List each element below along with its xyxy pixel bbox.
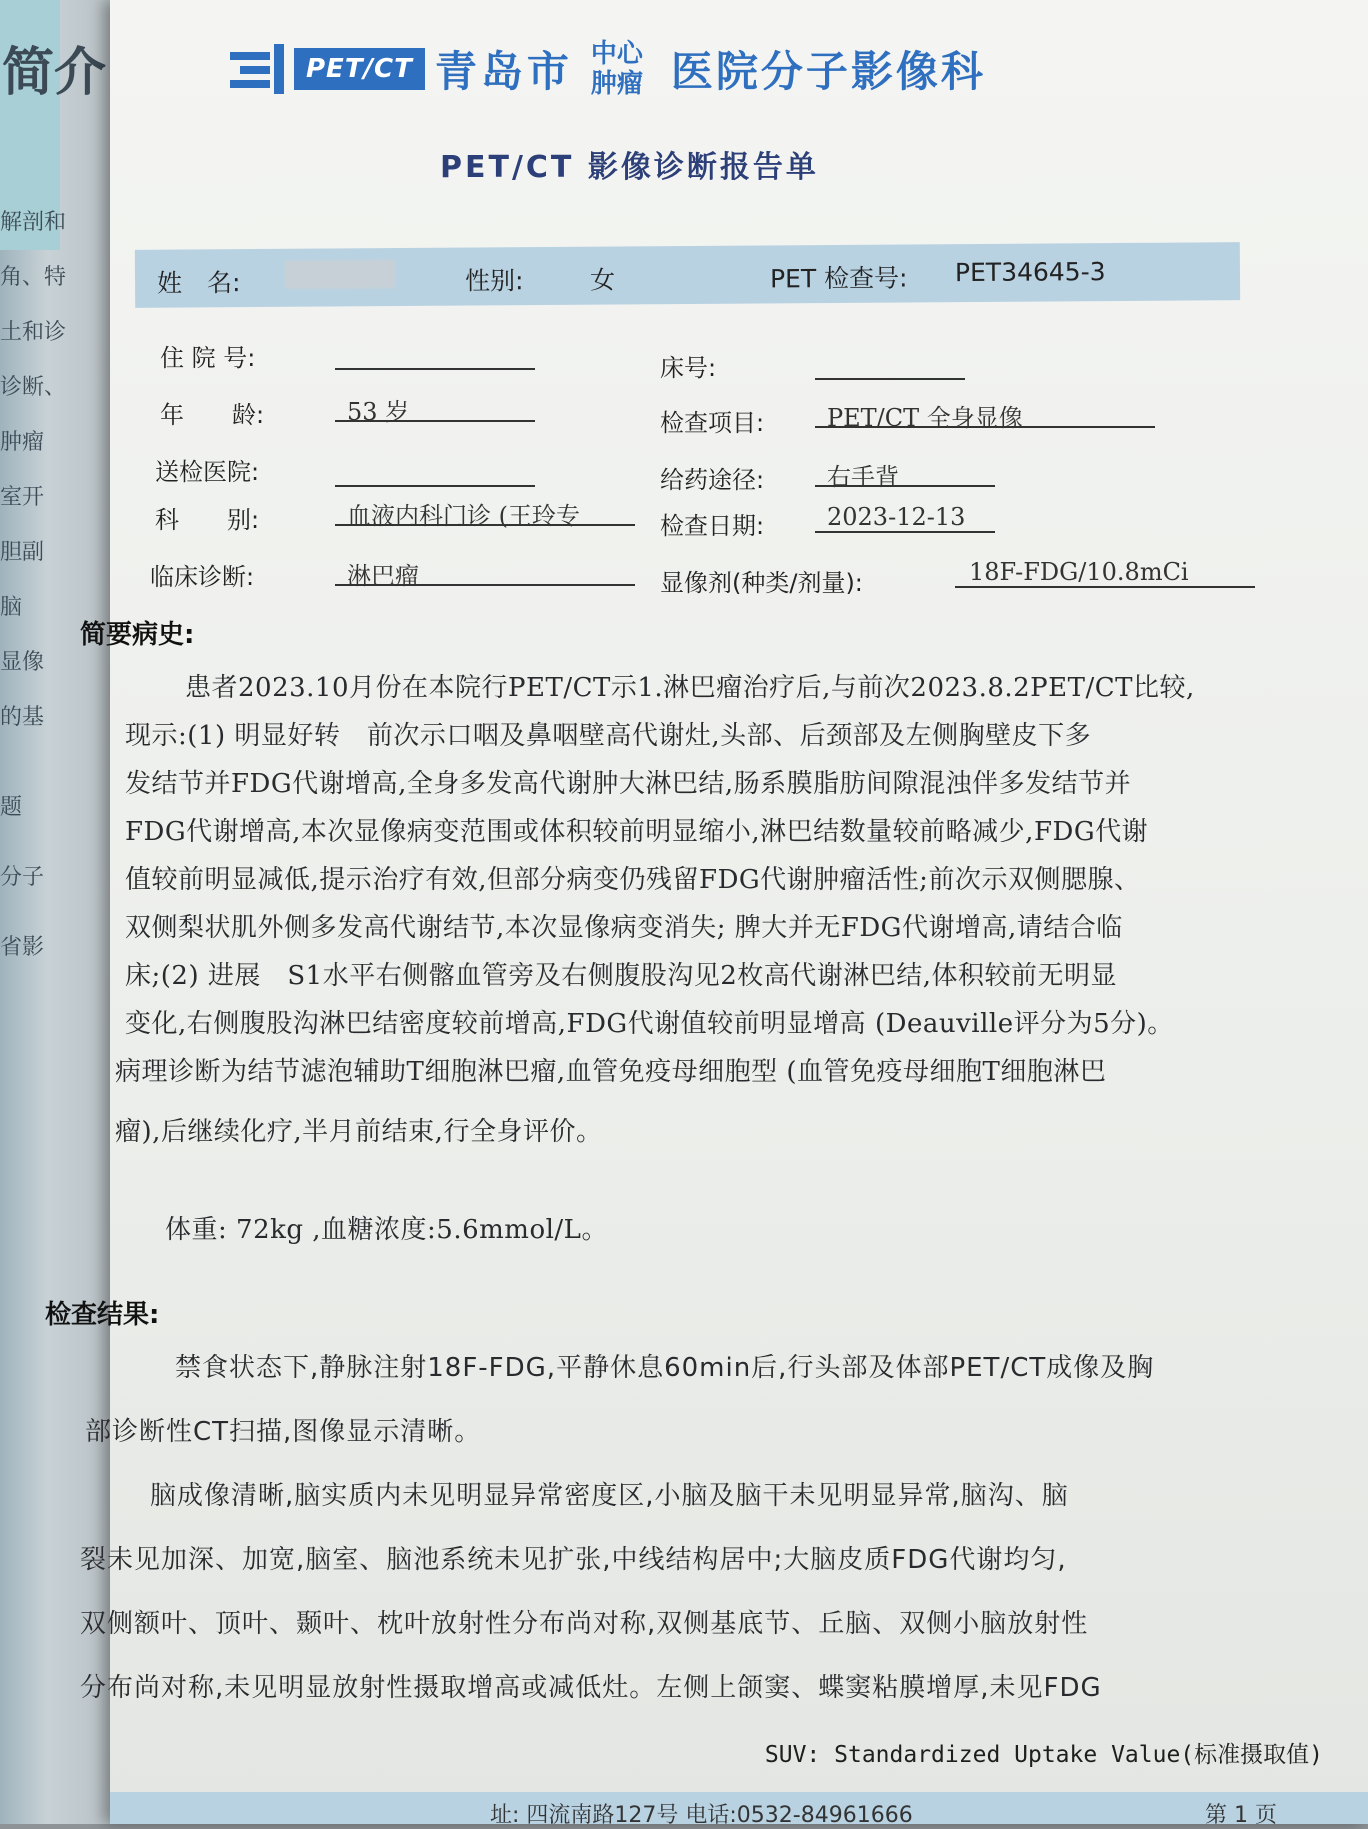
adjacent-page-text: 简介 [2,43,107,103]
adjacent-page-text: 诊断、 [0,375,67,400]
exam-date-value: 2023-12-13 [815,503,995,533]
history-line: 值较前明显减低,提示治疗有效,但部分病变仍残留FDG代谢肿瘤活性;前次示双侧腮腺、 [125,865,1141,895]
history-line: 患者2023.10月份在本院行PET/CT示1.淋巴瘤治疗后,与前次2023.8.2PET/CT比较, [185,673,1195,703]
results-line: 部诊断性CT扫描,图像显示清晰。 [85,1417,482,1447]
department-name: 医院分子影像科 [670,47,986,96]
history-line: 变化,右侧腹股沟淋巴结密度较前增高,FDG代谢值较前明显增高 (Deauville评分为5分)。 [125,1009,1174,1039]
redacted-name [285,258,395,289]
gender-label: 性别: [464,266,524,296]
adjacent-page-text: 分子 [0,865,45,890]
adjacent-page-text: 显像 [0,650,45,675]
results-line: 双侧额叶、顶叶、颞叶、枕叶放射性分布尚对称,双侧基底节、丘脑、双侧小脑放射性 [80,1609,1089,1639]
history-line: 现示:(1) 明显好转 前次示口咽及鼻咽壁高代谢灶,头部、后颈部及左侧胸壁皮下多 [125,721,1092,751]
bed-label: 床号: [660,354,717,382]
route-value: 右手背 [815,457,995,487]
adjacent-page-text: 解剖和 [0,210,67,235]
results-line: 裂未见加深、加宽,脑室、脑池系统未见扩张,中线结构居中;大脑皮质FDG代谢均匀, [80,1545,1067,1575]
adjacent-page-text: 脑 [0,595,23,620]
exam-no-label: PET 检查号: [769,263,908,294]
history-heading: 简要病史: [80,620,195,650]
age-value: 53 岁 [335,392,535,422]
bed-value [815,348,965,380]
history-line: 发结节并FDG代谢增高,全身多发高代谢肿大淋巴结,肠系膜脂肪间隙混浊伴多发结节并 [125,769,1132,799]
department-value: 血液内科门诊 (王玲专 [335,496,635,526]
adjacent-page-text: 室开 [0,485,45,510]
clinical-dx-value: 淋巴瘤 [335,556,635,586]
history-line: FDG代谢增高,本次显像病变范围或体积较前明显缩小,淋巴结数量较前略减少,FDG代谢 [125,817,1149,847]
results-line: 脑成像清晰,脑实质内未见明显异常密度区,小脑及脑干未见明显异常,脑沟、脑 [150,1481,1069,1511]
inpatient-label: 住 院 号: [160,344,256,372]
exam-item-label: 检查项目: [660,409,765,437]
report-title: PET/CT 影像诊断报告单 [440,150,819,185]
tracer-value: 18F-FDG/10.8mCi [955,558,1255,588]
name-label: 姓 名: [156,268,241,298]
clinical-dx-label: 临床诊断: [150,563,255,591]
history-line: 瘤),后继续化疗,半月前结束,行全身评价。 [115,1117,603,1147]
hospital-city: 青岛市 [434,47,573,96]
patient-info-bar [135,242,1240,308]
results-line: 禁食状态下,静脉注射18F-FDG,平静休息60min后,行头部及体部PET/CT成像及胸 [175,1353,1155,1383]
tracer-label: 显像剂(种类/剂量): [660,569,863,597]
results-heading: 检查结果: [45,1300,160,1330]
adjacent-page-text: 的基 [0,705,45,730]
hospital-subname [591,39,643,99]
vitals: 体重: 72kg ,血糖浓度:5.6mmol/L。 [165,1215,608,1245]
history-line: 病理诊断为结节滤泡辅助T细胞淋巴瘤,血管免疫母细胞型 (血管免疫母细胞T细胞淋巴 [115,1057,1107,1087]
pet-ct-badge: PET/CT [294,48,425,90]
hospital-header [230,34,986,104]
adjacent-page-text: 题 [0,795,23,820]
exam-date-label: 检查日期: [660,512,765,540]
footer-page-number: 第 1 页 [1205,1803,1277,1828]
adjacent-page-text: 省影 [0,935,45,960]
hospital-logo-icon [230,44,288,94]
adjacent-page-text: 角、特 [0,265,67,290]
inpatient-value [335,338,535,370]
suv-note: SUV: Standardized Uptake Value(标准摄取值) [764,1742,1323,1768]
page-footer [110,1792,1368,1828]
footer-address: 址: 四流南路127号 电话:0532-84961666 [490,1803,913,1828]
age-label: 年 龄: [160,401,265,429]
adjacent-page-text: 肿瘤 [0,430,45,455]
adjacent-page-text: 胆副 [0,540,45,565]
hospital-subname-bottom: 肿瘤 [590,69,643,99]
gender-value: 女 [589,265,616,295]
adjacent-page-text: 土和诊 [0,320,67,345]
results-line: 分布尚对称,未见明显放射性摄取增高或减低灶。左侧上颌窦、蝶窦粘膜增厚,未见FDG [80,1673,1102,1703]
history-line: 床;(2) 进展 S1水平右侧髂血管旁及右侧腹股沟见2枚高代谢淋巴结,体积较前无明显 [125,961,1118,991]
department-label: 科 别: [155,506,260,534]
route-label: 给药途径: [660,466,765,494]
history-line: 双侧梨状肌外侧多发高代谢结节,本次显像病变消失; 脾大并无FDG代谢增高,请结合临 [125,913,1123,943]
referring-hospital-label: 送检医院: [155,458,260,486]
exam-no-value: PET34645-3 [954,257,1106,288]
hospital-subname-top: 中心 [590,39,643,69]
referring-hospital-value [335,455,535,487]
exam-item-value: PET/CT 全身显像 [815,398,1155,428]
